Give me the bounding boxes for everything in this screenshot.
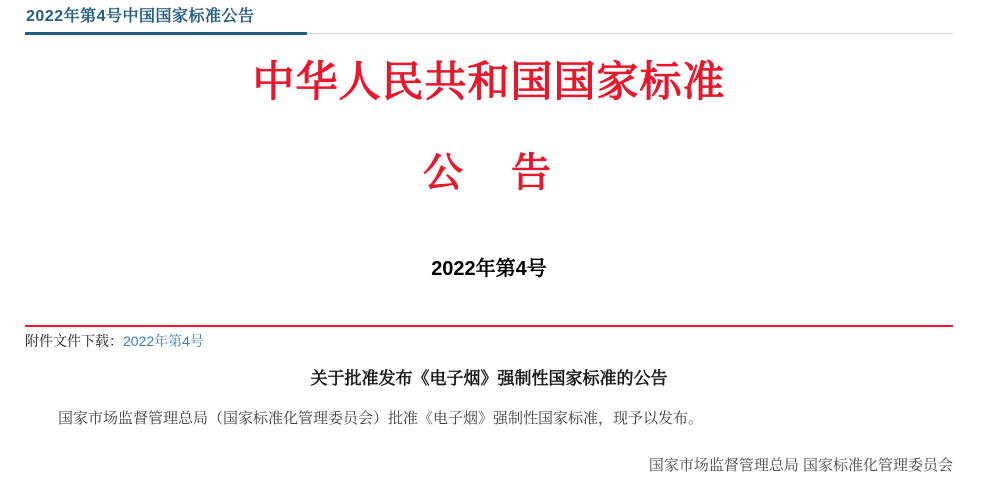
document-main-title: 中华人民共和国国家标准 <box>252 58 726 105</box>
announcement-body: 国家市场监督管理总局（国家标准化管理委员会）批准《电子烟》强制性国家标准，现予以发布。 <box>58 409 704 427</box>
announcement-title: 关于批准发布《电子烟》强制性国家标准的公告 <box>310 368 668 388</box>
attachment-download-link[interactable]: 2022年第4号 <box>123 332 204 349</box>
page-header <box>0 0 1000 26</box>
attachment-label: 附件文件下载： <box>25 332 123 349</box>
announcement-signature: 国家市场监督管理总局 国家标准化管理委员会 <box>648 456 953 474</box>
document-subtitle: 公 告 <box>423 150 555 195</box>
page-header-title: 2022年第4号中国国家标准公告 <box>26 8 255 25</box>
header-divider-accent-line <box>25 32 307 35</box>
attachment-row <box>25 332 953 350</box>
issue-number: 2022年第4号 <box>431 257 547 280</box>
red-divider-line <box>25 325 953 327</box>
header-divider <box>25 32 953 35</box>
